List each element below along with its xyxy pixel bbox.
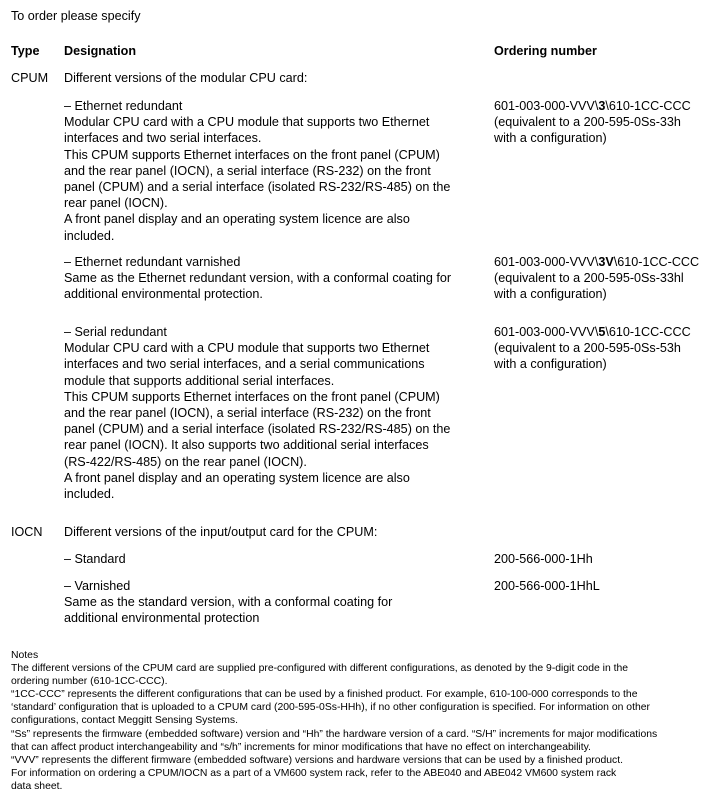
- notes-line: data sheet.: [11, 780, 63, 792]
- notes-line: The different versions of the CPUM card are supplied pre-configured with different configurations, as denoted by the 9-digit code in the: [11, 663, 629, 675]
- ordering-note-line: (equivalent to a 200-595-0Ss-33hl: [494, 271, 684, 286]
- variant-desc-line: A front panel display and an operating system licence are also: [64, 212, 410, 227]
- variant-desc-line: interfaces and two serial interfaces.: [64, 131, 262, 146]
- ordering-note-line: with a configuration): [494, 287, 607, 302]
- order-prefix: 601-003-000-VVV\: [494, 325, 599, 339]
- header-ordering-number: Ordering number: [494, 44, 597, 58]
- ordering-note-line: with a configuration): [494, 131, 607, 146]
- order-variant-code: 3V: [598, 255, 614, 269]
- type-cpum: CPUM: [11, 71, 49, 85]
- cpum-variant-ethernet-redundant: [64, 98, 484, 244]
- cpum-description: Different versions of the modular CPU card:: [64, 71, 308, 85]
- notes-line: “1CC-CCC” represents the different configurations that can be used by a finished product. For example, 610-100-000 corresponds to the: [11, 689, 638, 701]
- cpum-variant-ethernet-redundant-varnished: [64, 254, 484, 303]
- iocn-variant-varnished: [64, 578, 484, 627]
- ordering-note-line: (equivalent to a 200-595-0Ss-33h: [494, 115, 681, 130]
- variant-desc-line: rear panel (IOCN).: [64, 196, 168, 211]
- variant-desc-line: Same as the standard version, with a conformal coating for: [64, 595, 393, 610]
- variant-desc-line: included.: [64, 228, 115, 243]
- variant-desc-line: Modular CPU card with a CPU module that supports two Ethernet: [64, 341, 430, 356]
- notes-line: “VVV” represents the different firmware (embedded software) versions and hardware versions that can be used by a finished product.: [11, 754, 624, 766]
- variant-desc-line: This CPUM supports Ethernet interfaces on the front panel (CPUM): [64, 389, 440, 404]
- ordering-number-iocn-varnished: 200-566-000-1HhL: [494, 579, 600, 593]
- ordering-code: [494, 98, 691, 114]
- notes-line: that can affect product interchangeability and “s/h” increments for minor modifications that have no effect on interchangeability.: [11, 741, 591, 753]
- notes-line: “Ss” represents the firmware (embedded software) version and “Hh” the hardware version of a card. “S/H” increments for major modifications: [11, 728, 658, 740]
- ordering-code: [494, 324, 691, 340]
- iocn-variant-standard: [64, 551, 126, 567]
- variant-desc-line: panel (CPUM) and a serial interface (isolated RS-232/RS-485) on the: [64, 422, 451, 437]
- iocn-description: Different versions of the input/output card for the CPUM:: [64, 525, 378, 539]
- order-suffix: \610-1CC-CCC: [605, 99, 691, 113]
- variant-title: – Varnished: [64, 579, 131, 593]
- order-suffix: \610-1CC-CCC: [613, 255, 700, 269]
- variant-desc-line: This CPUM supports Ethernet interfaces on the front panel (CPUM): [64, 147, 440, 162]
- variant-title: – Serial redundant: [64, 325, 167, 339]
- header-type: Type: [11, 44, 40, 58]
- ordering-number-ethernet-redundant-varnished: [494, 254, 699, 303]
- type-iocn: IOCN: [11, 525, 43, 539]
- variant-title: – Standard: [64, 552, 126, 566]
- variant-desc-line: additional environmental protection: [64, 611, 260, 626]
- variant-desc-line: A front panel display and an operating system licence are also: [64, 470, 410, 485]
- order-variant-code: 3: [598, 99, 606, 113]
- variant-desc-line: panel (CPUM) and a serial interface (isolated RS-232/RS-485) on the: [64, 180, 451, 195]
- order-variant-code: 5: [598, 325, 606, 339]
- notes-title: Notes: [11, 650, 39, 661]
- header-designation: Designation: [64, 44, 137, 58]
- notes-line: configurations, contact Meggitt Sensing Systems.: [11, 715, 238, 727]
- ordering-code: [494, 254, 699, 270]
- ordering-number-iocn-standard: 200-566-000-1Hh: [494, 552, 593, 566]
- intro-text: To order please specify: [11, 9, 141, 23]
- variant-desc-line: interfaces and two serial interfaces, and a serial communications: [64, 357, 425, 372]
- variant-desc-line: rear panel (IOCN). It also supports two additional serial interfaces: [64, 438, 429, 453]
- ordering-number-serial-redundant: [494, 324, 691, 373]
- notes-line: ordering number (610-1CC-CCC).: [11, 676, 168, 688]
- variant-desc-line: additional environmental protection.: [64, 287, 263, 302]
- variant-title: – Ethernet redundant: [64, 99, 183, 113]
- notes-line: ‘standard’ configuration that is uploaded to a CPUM card (200-595-0Ss-HHh), if no other configuration is specified. For information on other: [11, 702, 650, 714]
- order-prefix: 601-003-000-VVV\: [494, 99, 599, 113]
- ordering-note-line: with a configuration): [494, 357, 607, 372]
- variant-desc-line: Modular CPU card with a CPU module that supports two Ethernet: [64, 115, 430, 130]
- variant-desc-line: module that supports additional serial interfaces.: [64, 373, 335, 388]
- cpum-variant-serial-redundant: [64, 324, 484, 502]
- notes-section: [11, 649, 717, 793]
- variant-desc-line: Same as the Ethernet redundant version, with a conformal coating for: [64, 271, 452, 286]
- ordering-note-line: (equivalent to a 200-595-0Ss-53h: [494, 341, 681, 356]
- variant-desc-line: and the rear panel (IOCN), a serial interface (RS-232) on the front: [64, 406, 431, 421]
- order-suffix: \610-1CC-CCC: [605, 325, 691, 339]
- variant-desc-line: (RS-422/RS-485) on the rear panel (IOCN).: [64, 454, 307, 469]
- order-prefix: 601-003-000-VVV\: [494, 255, 599, 269]
- variant-desc-line: included.: [64, 487, 115, 502]
- ordering-number-ethernet-redundant: [494, 98, 691, 147]
- variant-title: – Ethernet redundant varnished: [64, 255, 241, 269]
- variant-desc-line: and the rear panel (IOCN), a serial interface (RS-232) on the front: [64, 163, 431, 178]
- notes-line: For information on ordering a CPUM/IOCN as a part of a VM600 system rack, refer to the ABE040 and ABE042 VM600 system rack: [11, 767, 617, 779]
